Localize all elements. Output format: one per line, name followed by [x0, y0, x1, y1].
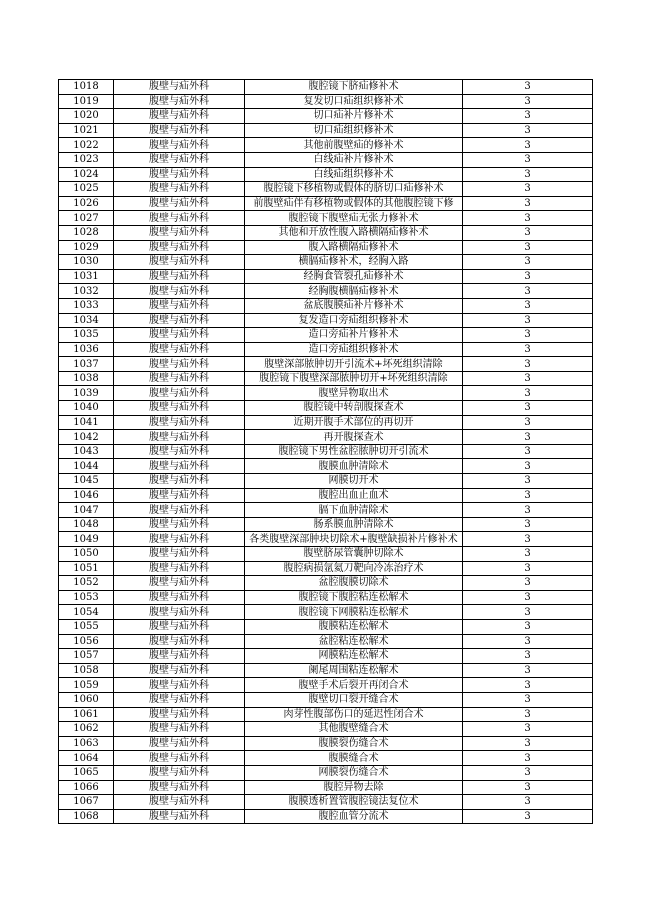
grade-value-cell: 3	[463, 707, 593, 722]
procedure-name-cell: 切口疝补片修补术	[245, 109, 463, 124]
table-row	[59, 809, 593, 824]
grade-value-cell: 3	[463, 517, 593, 532]
grade-value-cell: 3	[463, 342, 593, 357]
procedure-name-cell: 腹膜裂伤缝合术	[245, 736, 463, 751]
grade-value-cell: 3	[463, 357, 593, 372]
department-cell: 腹壁与疝外科	[114, 780, 245, 795]
procedure-name-cell: 腹腔镜下腹腔粘连松解术	[245, 590, 463, 605]
procedure-name-cell: 复发切口疝组织修补术	[245, 94, 463, 109]
grade-value-cell: 3	[463, 532, 593, 547]
table-row	[59, 211, 593, 226]
table-row	[59, 123, 593, 138]
grade-value-cell: 3	[463, 80, 593, 95]
grade-value-cell: 3	[463, 809, 593, 824]
grade-value-cell: 3	[463, 692, 593, 707]
row-number-cell: 1044	[59, 459, 114, 474]
grade-value-cell: 3	[463, 269, 593, 284]
row-number-cell: 1022	[59, 138, 114, 153]
grade-value-cell: 3	[463, 459, 593, 474]
table-row	[59, 401, 593, 416]
row-number-cell: 1048	[59, 517, 114, 532]
procedure-name-cell: 其他腹壁缝合术	[245, 722, 463, 737]
grade-value-cell: 3	[463, 503, 593, 518]
row-number-cell: 1061	[59, 707, 114, 722]
procedure-name-cell: 白线疝补片修补术	[245, 152, 463, 167]
table-row	[59, 517, 593, 532]
row-number-cell: 1066	[59, 780, 114, 795]
row-number-cell: 1033	[59, 298, 114, 313]
table-row	[59, 736, 593, 751]
grade-value-cell: 3	[463, 371, 593, 386]
department-cell: 腹壁与疝外科	[114, 444, 245, 459]
grade-value-cell: 3	[463, 605, 593, 620]
table-row	[59, 152, 593, 167]
table-row	[59, 503, 593, 518]
procedure-name-cell: 腹壁深部脓肿切开引流术+坏死组织清除	[245, 357, 463, 372]
table-row	[59, 532, 593, 547]
grade-value-cell: 3	[463, 298, 593, 313]
department-cell: 腹壁与疝外科	[114, 80, 245, 95]
procedure-name-cell: 腹腔镜下腹壁疝无张力修补术	[245, 211, 463, 226]
department-cell: 腹壁与疝外科	[114, 678, 245, 693]
row-number-cell: 1042	[59, 430, 114, 445]
department-cell: 腹壁与疝外科	[114, 415, 245, 430]
grade-value-cell: 3	[463, 576, 593, 591]
department-cell: 腹壁与疝外科	[114, 619, 245, 634]
grade-value-cell: 3	[463, 736, 593, 751]
table-row	[59, 328, 593, 343]
row-number-cell: 1032	[59, 284, 114, 299]
procedure-name-cell: 腹壁手术后裂开再闭合术	[245, 678, 463, 693]
row-number-cell: 1052	[59, 576, 114, 591]
table-row	[59, 255, 593, 270]
grade-value-cell: 3	[463, 211, 593, 226]
procedure-name-cell: 腹壁异物取出术	[245, 386, 463, 401]
grade-value-cell: 3	[463, 240, 593, 255]
department-cell: 腹壁与疝外科	[114, 138, 245, 153]
table-row	[59, 547, 593, 562]
row-number-cell: 1030	[59, 255, 114, 270]
table-row	[59, 722, 593, 737]
procedure-name-cell: 其他前腹壁疝的修补术	[245, 138, 463, 153]
row-number-cell: 1036	[59, 342, 114, 357]
row-number-cell: 1050	[59, 547, 114, 562]
row-number-cell: 1023	[59, 152, 114, 167]
row-number-cell: 1034	[59, 313, 114, 328]
table-row	[59, 780, 593, 795]
department-cell: 腹壁与疝外科	[114, 751, 245, 766]
department-cell: 腹壁与疝外科	[114, 371, 245, 386]
table-row	[59, 634, 593, 649]
department-cell: 腹壁与疝外科	[114, 517, 245, 532]
table-row	[59, 313, 593, 328]
procedure-name-cell: 腹膜缝合术	[245, 751, 463, 766]
row-number-cell: 1031	[59, 269, 114, 284]
table-row	[59, 225, 593, 240]
table-row	[59, 751, 593, 766]
procedure-name-cell: 各类腹壁深部肿块切除术+腹壁缺损补片修补术	[245, 532, 463, 547]
department-cell: 腹壁与疝外科	[114, 547, 245, 562]
department-cell: 腹壁与疝外科	[114, 328, 245, 343]
grade-value-cell: 3	[463, 474, 593, 489]
grade-value-cell: 3	[463, 167, 593, 182]
table-row	[59, 795, 593, 810]
grade-value-cell: 3	[463, 561, 593, 576]
grade-value-cell: 3	[463, 123, 593, 138]
procedure-name-cell: 腹入路横隔疝修补术	[245, 240, 463, 255]
row-number-cell: 1029	[59, 240, 114, 255]
grade-value-cell: 3	[463, 109, 593, 124]
department-cell: 腹壁与疝外科	[114, 152, 245, 167]
department-cell: 腹壁与疝外科	[114, 211, 245, 226]
grade-value-cell: 3	[463, 619, 593, 634]
department-cell: 腹壁与疝外科	[114, 809, 245, 824]
grade-value-cell: 3	[463, 182, 593, 197]
grade-value-cell: 3	[463, 152, 593, 167]
table-row	[59, 138, 593, 153]
department-cell: 腹壁与疝外科	[114, 590, 245, 605]
department-cell: 腹壁与疝外科	[114, 736, 245, 751]
department-cell: 腹壁与疝外科	[114, 196, 245, 211]
procedure-name-cell: 网膜裂伤缝合术	[245, 765, 463, 780]
row-number-cell: 1051	[59, 561, 114, 576]
table-row	[59, 765, 593, 780]
table-row	[59, 182, 593, 197]
grade-value-cell: 3	[463, 663, 593, 678]
table-row	[59, 357, 593, 372]
row-number-cell: 1068	[59, 809, 114, 824]
table-row	[59, 459, 593, 474]
department-cell: 腹壁与疝外科	[114, 94, 245, 109]
grade-value-cell: 3	[463, 634, 593, 649]
department-cell: 腹壁与疝外科	[114, 255, 245, 270]
procedure-name-cell: 腹腔病损氩氦刀靶向冷冻治疗术	[245, 561, 463, 576]
table-row	[59, 590, 593, 605]
grade-value-cell: 3	[463, 386, 593, 401]
row-number-cell: 1057	[59, 649, 114, 664]
grade-value-cell: 3	[463, 284, 593, 299]
row-number-cell: 1067	[59, 795, 114, 810]
procedure-name-cell: 腹膜血肿清除术	[245, 459, 463, 474]
procedure-name-cell: 腹腔镜下腹壁深部脓肿切开+坏死组织清除	[245, 371, 463, 386]
table-row	[59, 269, 593, 284]
department-cell: 腹壁与疝外科	[114, 488, 245, 503]
row-number-cell: 1038	[59, 371, 114, 386]
table-row	[59, 196, 593, 211]
procedure-name-cell: 肉芽性腹部伤口的延迟性闭合术	[245, 707, 463, 722]
table-row	[59, 240, 593, 255]
row-number-cell: 1060	[59, 692, 114, 707]
department-cell: 腹壁与疝外科	[114, 123, 245, 138]
table-row	[59, 649, 593, 664]
department-cell: 腹壁与疝外科	[114, 342, 245, 357]
department-cell: 腹壁与疝外科	[114, 240, 245, 255]
row-number-cell: 1018	[59, 80, 114, 95]
table-row	[59, 678, 593, 693]
row-number-cell: 1065	[59, 765, 114, 780]
department-cell: 腹壁与疝外科	[114, 313, 245, 328]
procedure-name-cell: 腹膜粘连松解术	[245, 619, 463, 634]
procedure-name-cell: 腹腔异物去除	[245, 780, 463, 795]
grade-value-cell: 3	[463, 649, 593, 664]
table-row	[59, 474, 593, 489]
table-row	[59, 444, 593, 459]
row-number-cell: 1062	[59, 722, 114, 737]
row-number-cell: 1064	[59, 751, 114, 766]
grade-value-cell: 3	[463, 765, 593, 780]
department-cell: 腹壁与疝外科	[114, 269, 245, 284]
grade-value-cell: 3	[463, 590, 593, 605]
grade-value-cell: 3	[463, 780, 593, 795]
procedure-name-cell: 经胸腹横膈疝修补术	[245, 284, 463, 299]
procedure-name-cell: 阑尾周围粘连松解术	[245, 663, 463, 678]
row-number-cell: 1046	[59, 488, 114, 503]
table-row	[59, 109, 593, 124]
department-cell: 腹壁与疝外科	[114, 663, 245, 678]
department-cell: 腹壁与疝外科	[114, 182, 245, 197]
row-number-cell: 1043	[59, 444, 114, 459]
row-number-cell: 1047	[59, 503, 114, 518]
table-row	[59, 298, 593, 313]
grade-value-cell: 3	[463, 328, 593, 343]
grade-value-cell: 3	[463, 547, 593, 562]
procedure-name-cell: 网膜切开术	[245, 474, 463, 489]
procedure-name-cell: 腹腔镜下脐疝修补术	[245, 80, 463, 95]
row-number-cell: 1058	[59, 663, 114, 678]
row-number-cell: 1040	[59, 401, 114, 416]
procedure-name-cell: 其他和开放性腹入路横隔疝修补术	[245, 225, 463, 240]
department-cell: 腹壁与疝外科	[114, 605, 245, 620]
row-number-cell: 1059	[59, 678, 114, 693]
row-number-cell: 1024	[59, 167, 114, 182]
procedure-name-cell: 肠系膜血肿清除术	[245, 517, 463, 532]
grade-value-cell: 3	[463, 313, 593, 328]
grade-value-cell: 3	[463, 255, 593, 270]
row-number-cell: 1056	[59, 634, 114, 649]
row-number-cell: 1028	[59, 225, 114, 240]
table-row	[59, 371, 593, 386]
grade-value-cell: 3	[463, 415, 593, 430]
row-number-cell: 1019	[59, 94, 114, 109]
grade-value-cell: 3	[463, 138, 593, 153]
procedure-table	[58, 79, 593, 824]
department-cell: 腹壁与疝外科	[114, 722, 245, 737]
procedure-table-body	[59, 80, 593, 824]
department-cell: 腹壁与疝外科	[114, 561, 245, 576]
table-row	[59, 430, 593, 445]
grade-value-cell: 3	[463, 751, 593, 766]
procedure-name-cell: 腹腔镜下男性盆腔脓肿切开引流术	[245, 444, 463, 459]
department-cell: 腹壁与疝外科	[114, 459, 245, 474]
department-cell: 腹壁与疝外科	[114, 430, 245, 445]
procedure-name-cell: 盆底腹膜疝补片修补术	[245, 298, 463, 313]
procedure-name-cell: 白线疝组织修补术	[245, 167, 463, 182]
department-cell: 腹壁与疝外科	[114, 634, 245, 649]
procedure-name-cell: 腹腔出血止血术	[245, 488, 463, 503]
table-row	[59, 342, 593, 357]
procedure-name-cell: 腹膜透析置管腹腔镜法复位术	[245, 795, 463, 810]
grade-value-cell: 3	[463, 444, 593, 459]
procedure-name-cell: 前腹壁疝伴有移植物或假体的其他腹腔镜下修	[245, 196, 463, 211]
procedure-name-cell: 切口疝组织修补术	[245, 123, 463, 138]
department-cell: 腹壁与疝外科	[114, 795, 245, 810]
row-number-cell: 1039	[59, 386, 114, 401]
table-row	[59, 663, 593, 678]
department-cell: 腹壁与疝外科	[114, 503, 245, 518]
row-number-cell: 1020	[59, 109, 114, 124]
row-number-cell: 1045	[59, 474, 114, 489]
procedure-name-cell: 腹腔血管分流术	[245, 809, 463, 824]
procedure-name-cell: 复发造口旁疝组织修补术	[245, 313, 463, 328]
department-cell: 腹壁与疝外科	[114, 298, 245, 313]
grade-value-cell: 3	[463, 94, 593, 109]
table-row	[59, 576, 593, 591]
department-cell: 腹壁与疝外科	[114, 707, 245, 722]
row-number-cell: 1037	[59, 357, 114, 372]
table-row	[59, 284, 593, 299]
table-row	[59, 605, 593, 620]
department-cell: 腹壁与疝外科	[114, 401, 245, 416]
grade-value-cell: 3	[463, 488, 593, 503]
table-row	[59, 619, 593, 634]
procedure-name-cell: 经胸食管裂孔疝修补术	[245, 269, 463, 284]
row-number-cell: 1054	[59, 605, 114, 620]
table-row	[59, 488, 593, 503]
department-cell: 腹壁与疝外科	[114, 649, 245, 664]
procedure-name-cell: 腹腔镜下移植物或假体的脐切口疝修补术	[245, 182, 463, 197]
procedure-name-cell: 横膈疝修补术，经胸入路	[245, 255, 463, 270]
table-row	[59, 167, 593, 182]
row-number-cell: 1021	[59, 123, 114, 138]
procedure-name-cell: 网膜粘连松解术	[245, 649, 463, 664]
department-cell: 腹壁与疝外科	[114, 225, 245, 240]
department-cell: 腹壁与疝外科	[114, 765, 245, 780]
row-number-cell: 1063	[59, 736, 114, 751]
procedure-name-cell: 腹壁脐尿管囊肿切除术	[245, 547, 463, 562]
table-row	[59, 94, 593, 109]
row-number-cell: 1053	[59, 590, 114, 605]
table-row	[59, 561, 593, 576]
procedure-name-cell: 膈下血肿清除术	[245, 503, 463, 518]
table-row	[59, 386, 593, 401]
grade-value-cell: 3	[463, 196, 593, 211]
procedure-name-cell: 近期开腹手术部位的再切开	[245, 415, 463, 430]
grade-value-cell: 3	[463, 401, 593, 416]
procedure-name-cell: 造口旁疝组织修补术	[245, 342, 463, 357]
department-cell: 腹壁与疝外科	[114, 357, 245, 372]
procedure-name-cell: 腹壁切口裂开缝合术	[245, 692, 463, 707]
procedure-name-cell: 造口旁疝补片修补术	[245, 328, 463, 343]
row-number-cell: 1055	[59, 619, 114, 634]
department-cell: 腹壁与疝外科	[114, 386, 245, 401]
department-cell: 腹壁与疝外科	[114, 576, 245, 591]
row-number-cell: 1035	[59, 328, 114, 343]
department-cell: 腹壁与疝外科	[114, 109, 245, 124]
row-number-cell: 1041	[59, 415, 114, 430]
row-number-cell: 1049	[59, 532, 114, 547]
department-cell: 腹壁与疝外科	[114, 167, 245, 182]
table-row	[59, 80, 593, 95]
grade-value-cell: 3	[463, 225, 593, 240]
table-row	[59, 707, 593, 722]
row-number-cell: 1025	[59, 182, 114, 197]
grade-value-cell: 3	[463, 678, 593, 693]
grade-value-cell: 3	[463, 722, 593, 737]
row-number-cell: 1027	[59, 211, 114, 226]
table-row	[59, 415, 593, 430]
department-cell: 腹壁与疝外科	[114, 532, 245, 547]
table-row	[59, 692, 593, 707]
procedure-name-cell: 再开腹探查术	[245, 430, 463, 445]
procedure-name-cell: 盆腔腹膜切除术	[245, 576, 463, 591]
procedure-name-cell: 腹腔镜下网膜粘连松解术	[245, 605, 463, 620]
procedure-name-cell: 腹腔镜中转剖腹探查术	[245, 401, 463, 416]
grade-value-cell: 3	[463, 795, 593, 810]
department-cell: 腹壁与疝外科	[114, 474, 245, 489]
department-cell: 腹壁与疝外科	[114, 692, 245, 707]
department-cell: 腹壁与疝外科	[114, 284, 245, 299]
row-number-cell: 1026	[59, 196, 114, 211]
grade-value-cell: 3	[463, 430, 593, 445]
procedure-name-cell: 盆腔粘连松解术	[245, 634, 463, 649]
